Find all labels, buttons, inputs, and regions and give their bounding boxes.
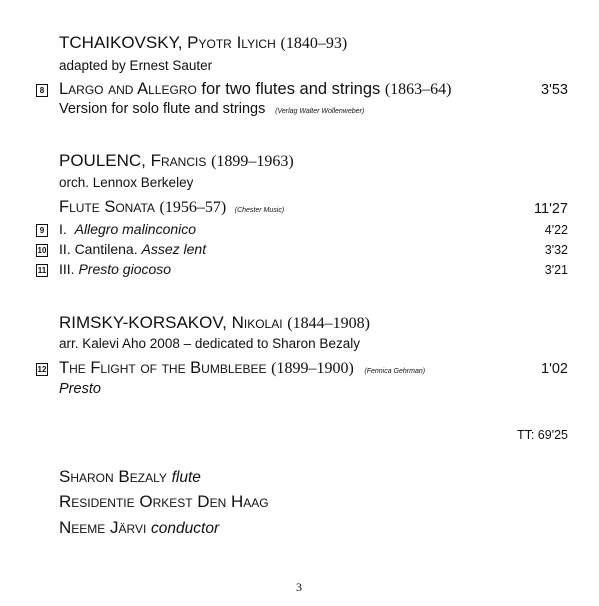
movement: I. Allegro malinconico [59,221,197,237]
composer-poulenc: POULENC, Francis (1899–1963) [59,151,294,170]
arranger-note: adapted by Ernest Sauter [59,58,213,73]
movement: II. Cantilena. Assez lent [59,241,207,257]
tempo-marking: Presto [59,381,101,397]
arranger-note: orch. Lennox Berkeley [59,175,194,190]
composer-tchaikovsky: TCHAIKOVSKY, Pyotr Ilyich (1840–93) [59,33,348,52]
movement-duration: 3'21 [544,263,568,277]
movement-duration: 4'22 [544,223,568,237]
performer-soloist: Sharon Bezaly flute [59,467,201,486]
track-number: 11 [37,266,47,275]
work-version: Version for solo flute and strings (Verlag Walter Wollenweber) [59,101,365,117]
track-number: 9 [36,224,48,237]
track-number: 8 [36,84,48,97]
work-title: Largo and Allegro for two flutes and strings (1863–64) [59,80,452,98]
movement-duration: 3'32 [544,243,568,257]
work-title: The Flight of the Bumblebee (1899–1900) (Fennica Gehrman) [59,359,426,377]
work-title: Flute Sonata (1956–57) (Chester Music) [59,198,285,216]
track-number: 10 [37,246,47,255]
performer-conductor: Neeme Järvi conductor [59,518,220,537]
arranger-note: arr. Kalevi Aho 2008 – dedicated to Sharon Bezaly [59,336,360,351]
work-duration: 11'27 [534,201,568,217]
movement: III. Presto giocoso [59,261,172,277]
performer-orchestra: Residentie Orkest Den Haag [59,492,269,511]
track-duration: 3'53 [541,82,568,98]
total-time: TT: 69'25 [516,428,568,442]
composer-rimsky-korsakov: RIMSKY-KORSAKOV, Nikolai (1844–1908) [59,313,370,332]
page-number: 3 [296,580,302,594]
track-number: 12 [37,365,47,374]
track-duration: 1'02 [541,361,568,377]
